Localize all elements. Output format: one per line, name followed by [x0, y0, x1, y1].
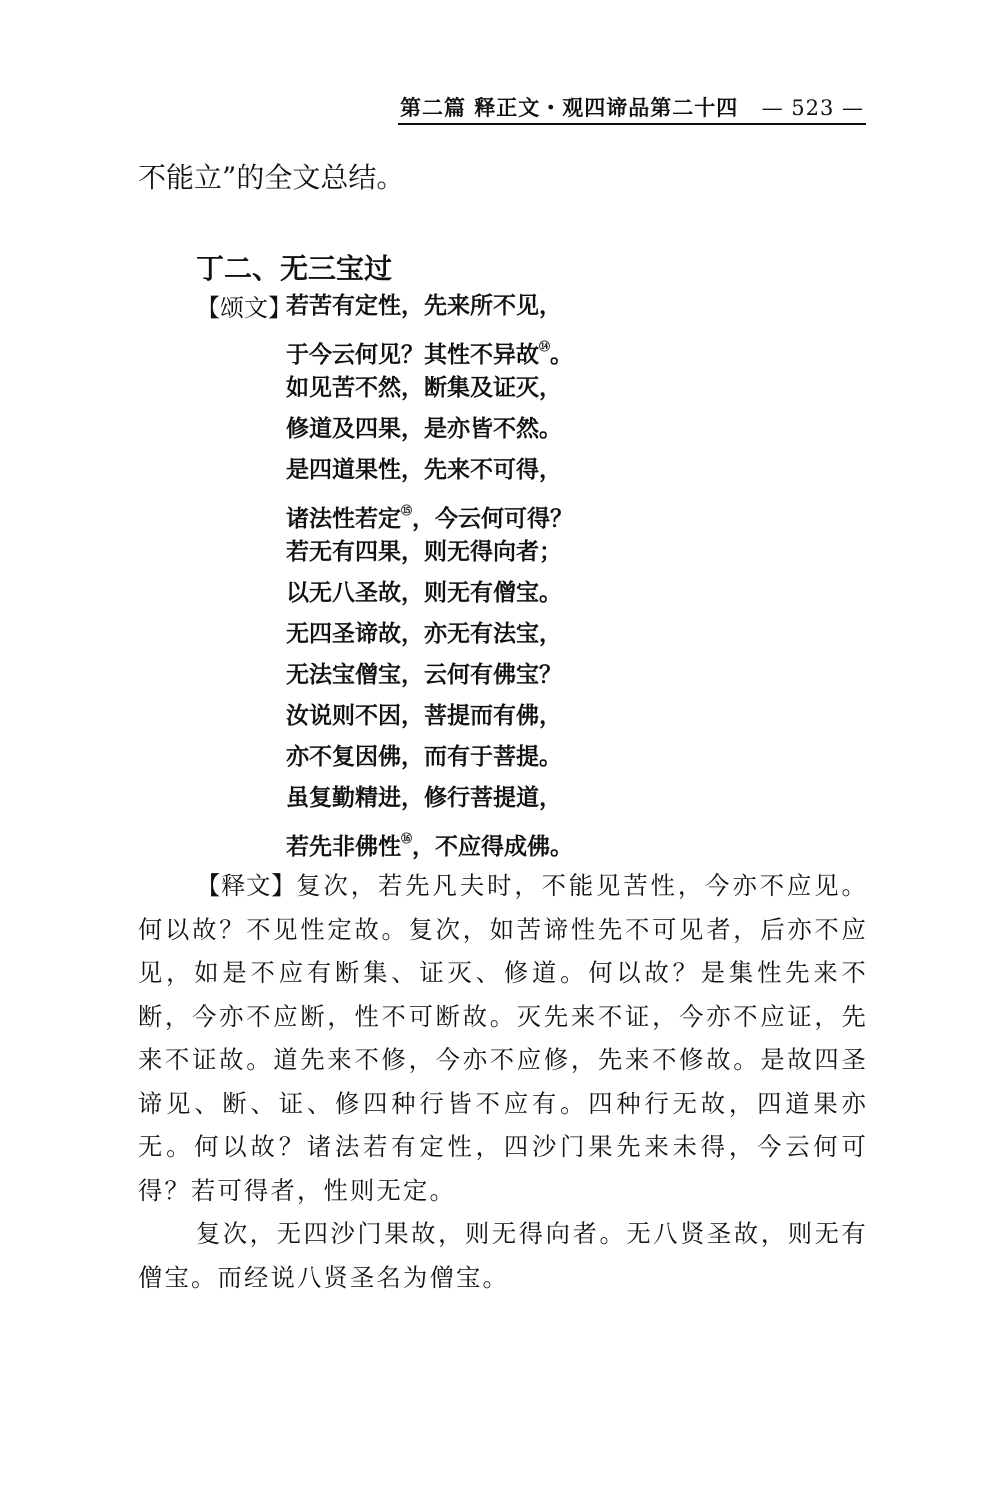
verse-line: 若无有四果，则无得向者； — [286, 539, 562, 565]
section-heading: 丁二、无三宝过 — [196, 252, 393, 285]
verse-line: 若先非佛性⑯，不应得成佛。 — [286, 832, 573, 860]
footnote-marker: ⑯ — [401, 832, 412, 845]
verse-line: 如见苦不然，断集及证灭， — [286, 375, 562, 401]
verse-line: 于今云何见？其性不异故⑭。 — [286, 340, 573, 368]
verse-label: 【颂文】 — [196, 294, 292, 322]
verse-block — [286, 288, 573, 862]
explanation-label: 【释文】 — [196, 871, 297, 900]
verse-line: 修道及四果，是亦皆不然。 — [286, 416, 562, 442]
verse-line: 若苦有定性，先来所不见， — [286, 293, 562, 319]
header-rule — [398, 123, 866, 125]
footnote-marker: ⑭ — [539, 340, 550, 353]
verse-line: 无四圣谛故，亦无有法宝， — [286, 621, 562, 647]
verse-line: 是四道果性，先来不可得， — [286, 457, 562, 483]
explanation-paragraph: 复次，无四沙门果故，则无得向者。无八贤圣故，则无有僧宝。而经说八贤圣名为僧宝。 — [138, 1219, 868, 1292]
running-title: 第二篇 释正文・观四谛品第二十四 — [400, 95, 739, 120]
verse-line: 虽复勤精进，修行菩提道， — [286, 785, 562, 811]
verse-line: 以无八圣故，则无有僧宝。 — [286, 580, 562, 606]
intro-line: 不能立”的全文总结。 — [138, 161, 405, 194]
verse-line: 无法宝僧宝，云何有佛宝？ — [286, 662, 562, 688]
running-header — [400, 92, 864, 122]
page-number: — 523 — — [761, 96, 864, 120]
verse-line: 诸法性若定⑮，今云何可得？ — [286, 504, 573, 532]
verse-line: 汝说则不因，菩提而有佛， — [286, 703, 562, 729]
verse-line: 亦不复因佛，而有于菩提。 — [286, 744, 562, 770]
explanation-paragraph: 【释文】复次，若先凡夫时，不能见苦性，今亦不应见。何以故？不见性定故。复次，如苦谛性先不可见者，后亦不应见，如是不应有断集、证灭、修道。何以故？是集性先来不断，今亦不应断，性不可断故。灭先来不证，今亦不应证，先来不证故。道先来不修，今亦不应修，先来不修故。是故四圣谛见、断、证、修四种行皆不应有。四种行无故，四道果亦无。何以故？诸法若有定性，四沙门果先来未得，今云何可得？若可得者，性则无定。 — [138, 871, 868, 1205]
footnote-marker: ⑮ — [401, 504, 412, 517]
explanation-block — [138, 864, 868, 1299]
